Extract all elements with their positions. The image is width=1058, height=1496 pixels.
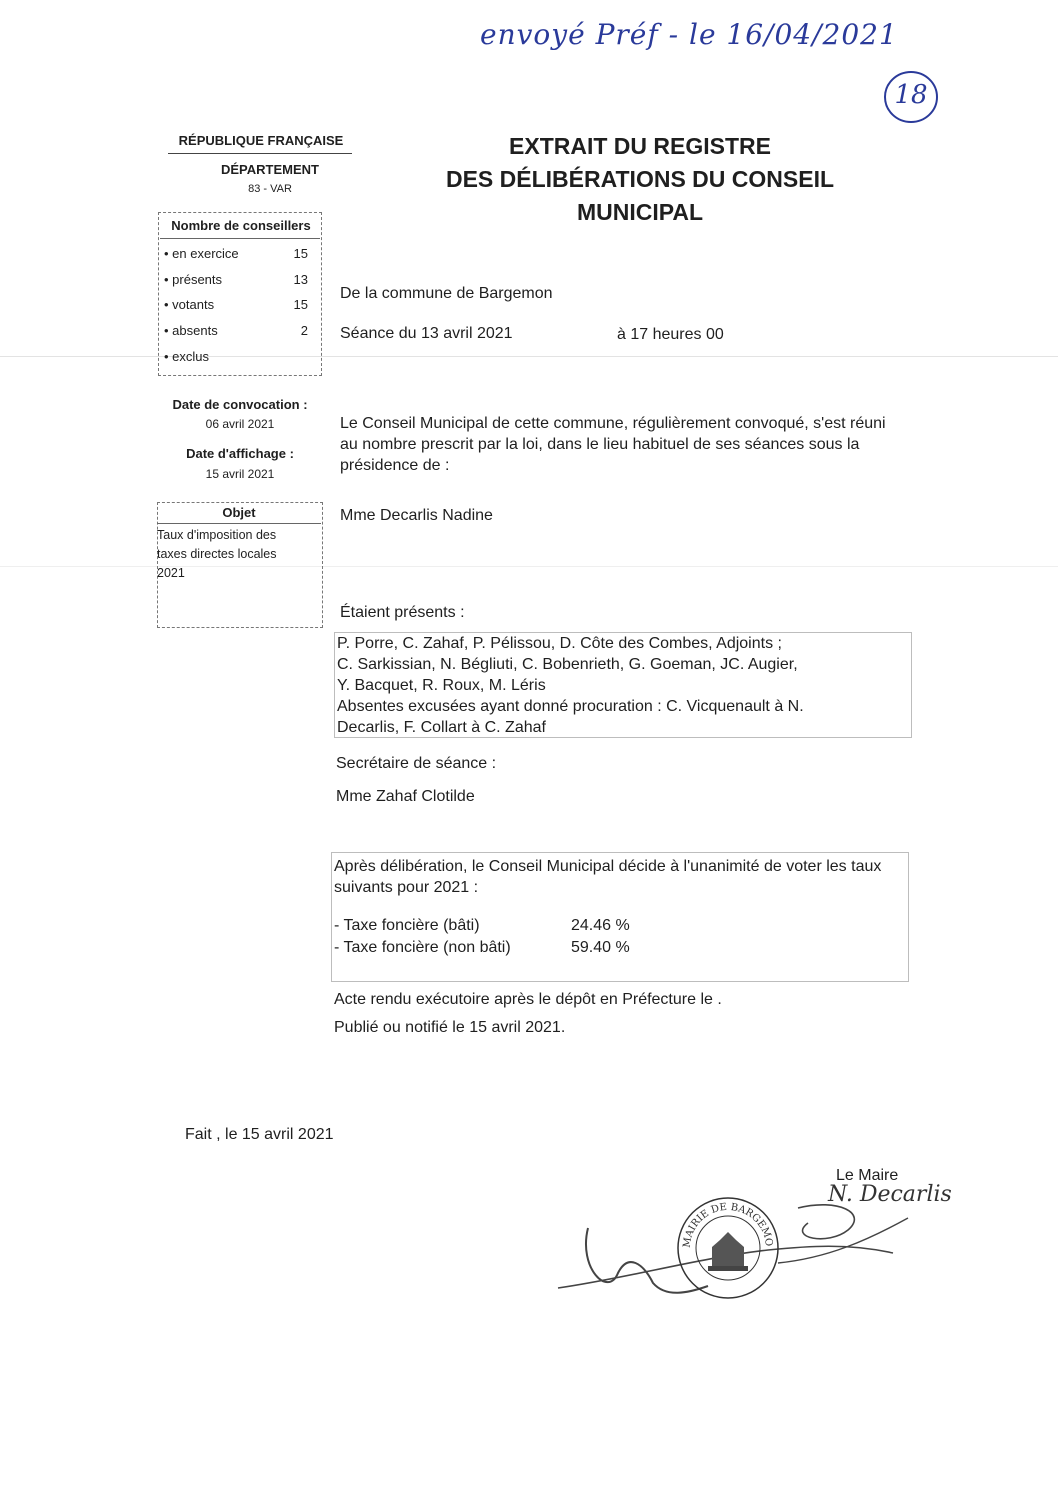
president-name: Mme Decarlis Nadine (340, 507, 493, 524)
convocation-date: 06 avril 2021 (205, 417, 275, 431)
seance-heure: à 17 heures 00 (617, 326, 724, 343)
council-row-label: • exclus (164, 349, 210, 364)
seance-date: Séance du 13 avril 2021 (340, 325, 513, 342)
fait-line: Fait , le 15 avril 2021 (185, 1126, 334, 1143)
departement-value: 83 - VAR (248, 183, 292, 195)
maire-label: Le Maire (836, 1167, 899, 1184)
tax-rate: 24.46 % (571, 917, 630, 934)
publie-line: Publié ou notifié le 15 avril 2021. (334, 1019, 566, 1036)
republique-label: RÉPUBLIQUE FRANÇAISE (178, 133, 344, 148)
council-row-label: • votants (164, 297, 215, 312)
divider (160, 238, 320, 239)
council-row-label: • en exercice (164, 246, 239, 261)
presents-line: Y. Bacquet, R. Roux, M. Léris (337, 677, 546, 694)
presents-label: Étaient présents : (340, 604, 465, 621)
tax-rate: 59.40 % (571, 939, 630, 956)
intro-paragraph: Le Conseil Municipal de cette commune, régulièrement convoqué, s'est réuni au nombre prescrit par la loi, dans le lieu habituel de ses séances sous la présidence de : (340, 415, 886, 474)
objet-text: Taux d'imposition des taxes directes locales 2021 (157, 528, 277, 580)
council-row-value: 15 (293, 297, 308, 312)
presents-line: Absentes excusées ayant donné procuration : C. Vicquenault à N. (337, 698, 804, 715)
mairie-seal (672, 1192, 784, 1304)
council-row-value: 15 (293, 246, 308, 261)
title-line: MUNICIPAL (576, 199, 704, 225)
handwritten-note: envoyé Préf - le 16/04/2021 (480, 18, 898, 51)
council-row-value: 13 (293, 272, 308, 287)
affichage-date: 15 avril 2021 (205, 467, 275, 481)
title-line: EXTRAIT DU REGISTRE (509, 133, 771, 159)
title-line: DES DÉLIBÉRATIONS DU CONSEIL (445, 166, 835, 192)
secretaire-label: Secrétaire de séance : (336, 755, 497, 772)
divider (168, 153, 352, 154)
presents-line: P. Porre, C. Zahaf, P. Pélissou, D. Côte des Combes, Adjoints ; (337, 635, 782, 652)
commune-line: De la commune de Bargemon (340, 285, 553, 302)
presents-line: Decarlis, F. Collart à C. Zahaf (337, 719, 546, 736)
objet-heading: Objet (222, 505, 256, 520)
council-row-label: • absents (164, 323, 218, 338)
executoire-line: Acte rendu exécutoire après le dépôt en Préfecture le . (334, 991, 722, 1008)
council-row-label: • présents (164, 272, 223, 287)
council-count-heading: Nombre de conseillers (171, 218, 311, 233)
departement-label: DÉPARTEMENT (221, 162, 319, 177)
seal-text: MAIRIE DE BARGEMO (681, 1201, 775, 1249)
secretaire-name: Mme Zahaf Clotilde (336, 788, 475, 805)
decision-text: Après délibération, le Conseil Municipal décide à l'unanimité de voter les taux suivants pour 2021 : (334, 858, 882, 896)
presents-line: C. Sarkissian, N. Bégliuti, C. Bobenrieth, G. Goeman, JC. Augier, (337, 656, 798, 673)
presents-list (337, 633, 907, 738)
page-number-circle (882, 68, 940, 126)
maire-signature-name: N. Decarlis (828, 1182, 952, 1207)
page-number: 18 (894, 80, 928, 110)
affichage-label: Date d'affichage : (186, 446, 294, 461)
divider (157, 523, 321, 524)
council-row-value: 2 (300, 323, 308, 338)
convocation-label: Date de convocation : (172, 397, 308, 412)
tax-label: - Taxe foncière (non bâti) (334, 939, 511, 956)
tax-label: - Taxe foncière (bâti) (334, 917, 480, 934)
document-title (395, 130, 885, 229)
